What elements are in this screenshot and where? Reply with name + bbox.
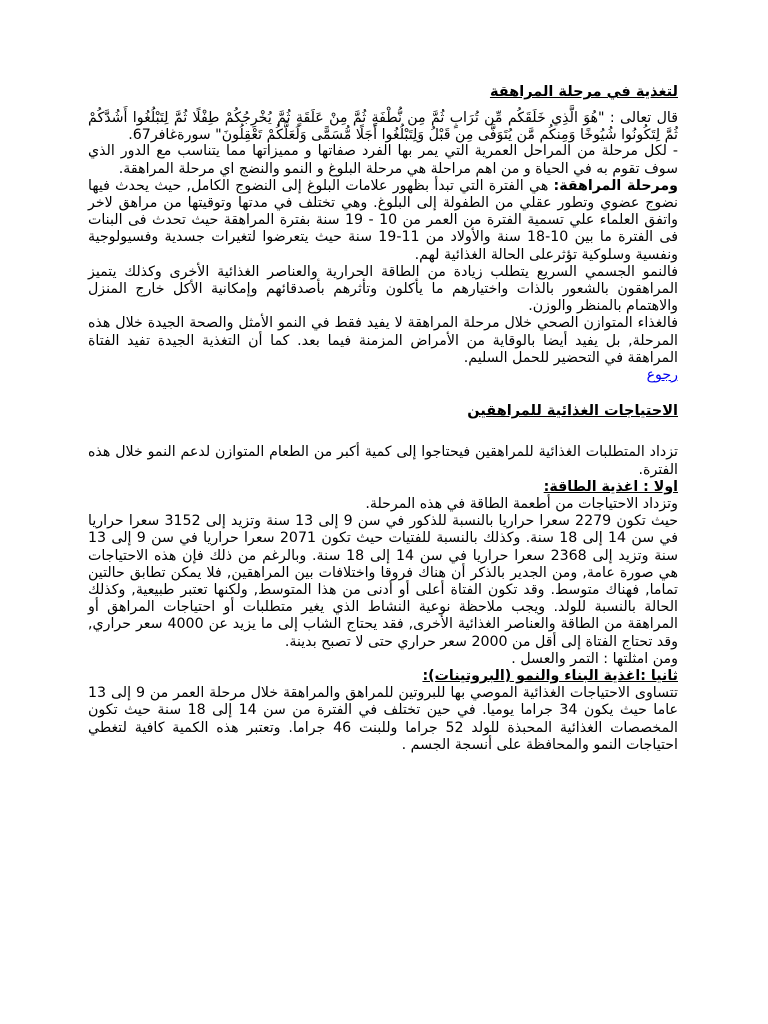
quran-verse: قال تعالى : "هُوَ الَّذِي خَلَقَكُم مِّن تُرَابٍ ثُمَّ مِن نُّطْفَةٍ ثُمَّ مِنْ عَلَقَةٍ ثُمَّ يُخْرِجُكُمْ طِفْلًا ثُمَّ لِتَبْلُغُوا أَشُدَّكُمْ ثُمَّ لِتَكُونُوا شُيُوخًا وَمِنكُم مَّن يُتَوَفَّى مِن قَبْلُ وَلِتَبْلُغُوا أَجَلًا مُّسَمًّى وَلَعَلَّكُمْ تَعْقِلُونَ" سورةغافر67. [88,110,678,143]
section2-title: الاحتياجات الغذائية للمراهقين [467,403,678,420]
protein-foods-heading: ثانيا :اغذية البناء والنمو (البروتينات): [422,668,678,685]
energy-foods-heading: اولا : اغذية الطاقة: [543,478,678,495]
paragraph-needs-intro: تزداد المتطلبات الغذائية للمراهقين فيحتاجوا إلى كمية أكبر من الطعام المتوازن لدعم النمو خلال هذه الفترة. [88,444,678,478]
paragraph-balanced-diet: فالغذاء المتوازن الصحي خلال مرحلة المراهقة لا يفيد فقط في النمو الأمثل والصحة الجيدة خلال هذه المرحلة, بل يفيد أيضا بالوقاية من الأمراض المزمنة فيما بعد. كما أن التغذية الجيدة تفيد الفتاة المراهقة في التحضير للحمل السليم. [88,315,678,366]
paragraph-adolescence-definition [88,178,678,264]
document-page [88,80,678,754]
section1-title: لتغذية في مرحلة المراهقة [489,84,678,100]
paragraph-growth: فالنمو الجسمي السريع يتطلب زيادة من الطاقة الحرارية والعناصر الغذائية الأخرى وكذلك يتميز المراهقون بالشعور بالذات واختيارهم ما يأكلون وتأثرهم بأصدقائهم وإمكانية الأكل خارج المنزل والاهتمام بالمنظر والوزن. [88,263,678,315]
paragraph-energy-examples: ومن امثلتها : التمر والعسل . [511,650,678,667]
paragraph-protein: تتساوى الاحتياجات الغذائية الموصي بها للبروتين للمراهق والمراهقة خلال مرحلة العمر من 9 إلى 13 عاما حيث يكون 34 جراما يوميا. في حين تختلف في الفترة من سن 14 إلى 18 سنة حيث تكون المخصصات الغذائية المحبذة للولد 52 جراما وللبنت 46 جراما. وتعتبر هذه الكمية كافية لتغطي احتياجات النمو والمحافظة على أنسجة الجسم . [88,685,679,753]
paragraph-energy-calories: حيث تكون 2279 سعرا حراريا بالنسبة للذكور في سن 9 إلى 13 سنة وتزيد إلى 3152 سعرا حراريا في سن 14 إلى 18 سنة. وكذلك بالنسبة للفتيات حيث تكون 2071 سعرا حراريا في سن 9 إلى 13 سنة وتزيد إلى 2368 سعرا حراريا في سن 14 إلى 18 سنة. وبالرغم من ذلك فإن هذه الاحتياجات هي صورة عامة, ومن الجدير بالذكر أن هناك فروقا واختلافات بين المراهقين, فلا يمكن تطابق حالتين تماما, فهناك متوسط. وقد تكون الفتاة أعلى أو أدنى من هذا المتوسط, ولكنها تعتبر طبيعية, وكذلك الحالة بالنسبة للولد. ويجب ملاحظة نوعية النشاط الذي يغير متطلبات أو احتياجات المراهق أو المراهقة من الطاقة والعناصر الغذائية الأخرى, فقد يحتاج الشاب إلى ما يزيد عن 4000 سعر حراري, وقد تحتاج الفتاة إلى أقل من 2000 سعر حراري حتى لا تصبح بدينة. [88,513,679,650]
back-link[interactable]: رجوع [646,367,678,384]
adolescence-label: ومرحلة المراهقة: [553,177,678,194]
paragraph-stages: - لكل مرحلة من المراحل العمرية التي يمر بها الفرد صفاتها و مميزاتها مما يتناسب مع الدور الذي سوف تقوم به في الحياة و من اهم مراحلة هي مرحلة البلوغ و النمو والنضج اي مرحلة المراهقة. [88,143,678,177]
adolescence-text: هي الفترة التي تبدأ بظهور علامات البلوغ إلى النضوج الكامل, حيث يحدث فيها نضوج عضوي وتطور عقلي من الطفولة إلى البلوغ. وهي تختلف في مدتها وتوقيتها من مراهق لاخر واتفق العلماء علي تسمية الفترة من العمر من 10 - 19 سنة بفترة المراهقة حيث تحدث فى البنات فى الفترة ما بين 10-18 سنة والأولاد من 11-19 سنة حيث يتعرضوا لتغيرات جسدية وفسيولوجية ونفسية وسلوكية تؤثرعلى الحالة الغذائية لهم. [88,177,679,263]
paragraph-energy-increase: وتزداد الاحتياجات من أطعمة الطاقة في هذه المرحلة. [365,496,678,513]
